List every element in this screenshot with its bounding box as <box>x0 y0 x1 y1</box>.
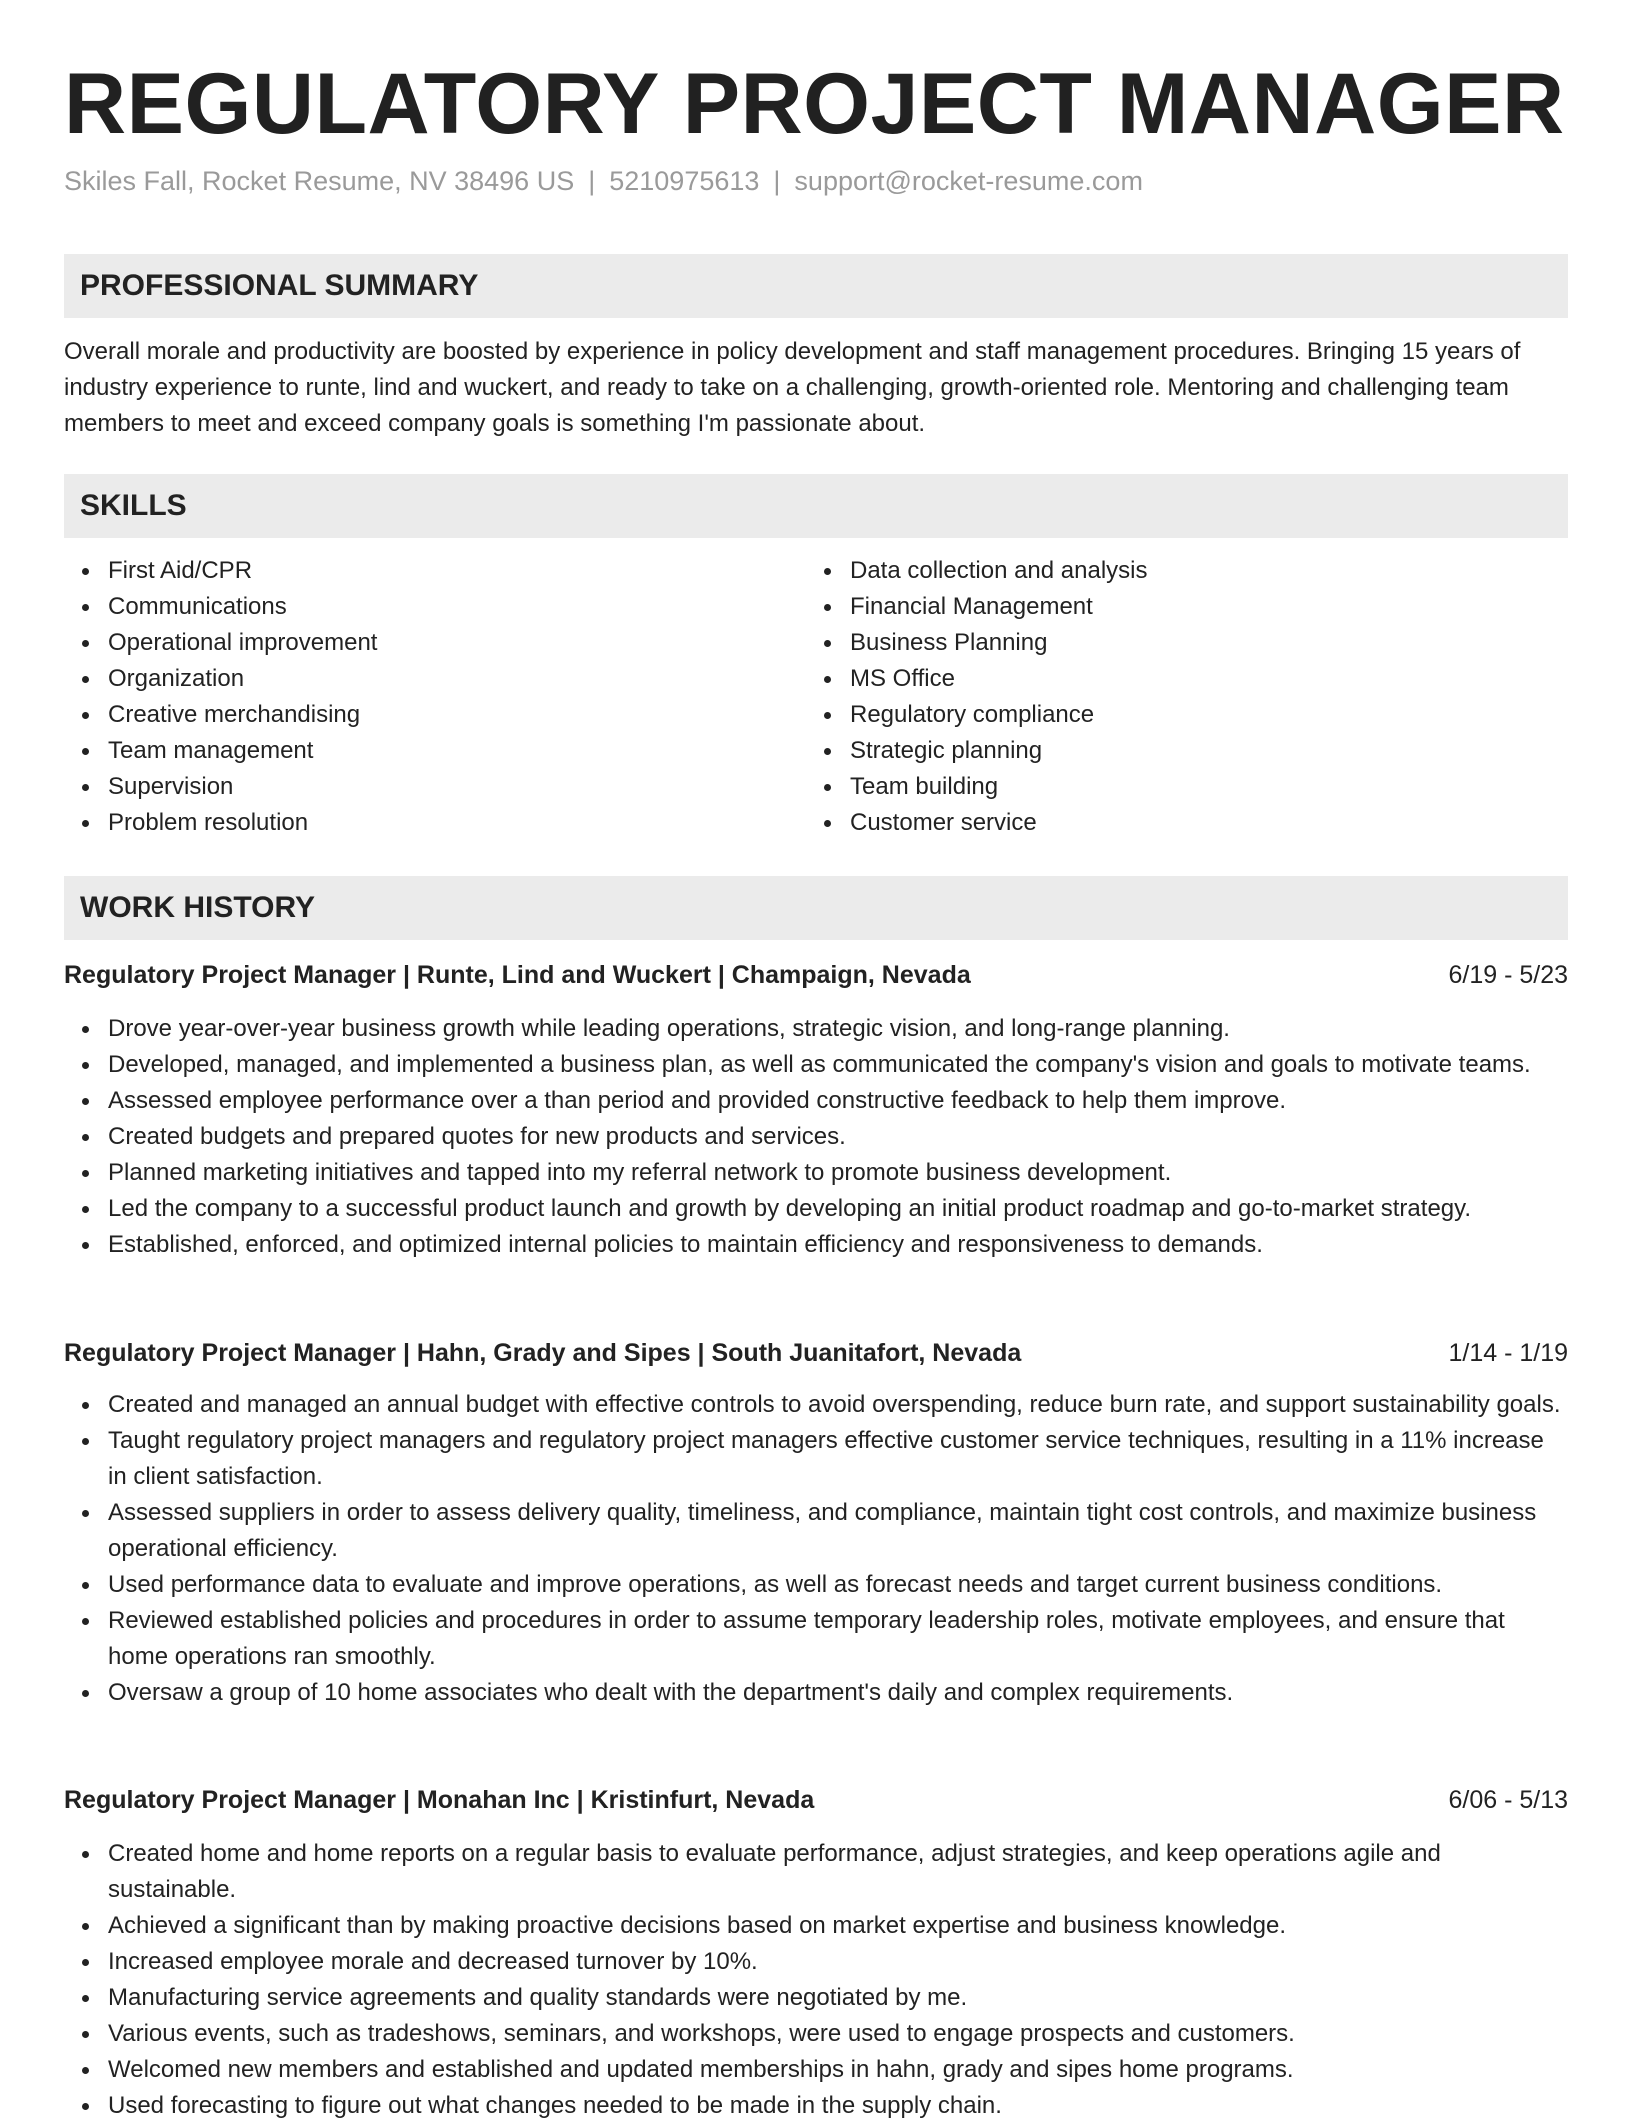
list-item: Used forecasting to figure out what changes needed to be made in the supply chain. <box>64 2088 1568 2124</box>
skills-list-left <box>64 553 784 841</box>
list-item: Various events, such as tradeshows, seminars, and workshops, were used to engage prospects and customers. <box>64 2016 1568 2052</box>
job-dates: 6/19 - 5/23 <box>1448 961 1568 989</box>
list-item: Established, enforced, and optimized internal policies to maintain efficiency and responsiveness to demands. <box>64 1227 1568 1263</box>
list-item: Welcomed new members and established and updated memberships in hahn, grady and sipes home programs. <box>64 2052 1568 2088</box>
contact-line <box>64 166 1143 197</box>
list-item: Increased employee morale and decreased turnover by 10%. <box>64 1944 1568 1980</box>
list-item: Developed, managed, and implemented a business plan, as well as communicated the company's vision and goals to motivate teams. <box>64 1047 1568 1083</box>
skill-item: Strategic planning <box>806 733 1526 769</box>
summary-text: Overall morale and productivity are boosted by experience in policy development and staff management procedures. Bringing 15 years of industry experience to runte, lind and wuckert, and ready to take on a challenging, growth-oriented role. Mentoring and challenging team members to meet and exceed company goals is something I'm passionate about. <box>64 338 1521 437</box>
job-bullets <box>64 1011 1568 1263</box>
skill-item: Data collection and analysis <box>806 553 1526 589</box>
skill-item: MS Office <box>806 661 1526 697</box>
skill-item: Operational improvement <box>64 625 784 661</box>
list-item: Reviewed established policies and procedures in order to assume temporary leadership roles, motivate employees, and ensure that home operations ran smoothly. <box>64 1603 1568 1675</box>
section-heading-skills: SKILLS <box>64 474 1568 538</box>
job-title: Regulatory Project Manager | Runte, Lind and Wuckert | Champaign, Nevada <box>64 961 971 989</box>
resume-name: REGULATORY PROJECT MANAGER <box>64 56 1565 152</box>
skill-item: Supervision <box>64 769 784 805</box>
contact-separator: | <box>773 166 781 196</box>
list-item: Planned marketing initiatives and tapped into my referral network to promote business development. <box>64 1155 1568 1191</box>
list-item: Created home and home reports on a regular basis to evaluate performance, adjust strategies, and keep operations agile and sustainable. <box>64 1836 1568 1908</box>
skill-item: Team management <box>64 733 784 769</box>
job-dates: 1/14 - 1/19 <box>1448 1339 1568 1367</box>
list-item: Drove year-over-year business growth while leading operations, strategic vision, and long-range planning. <box>64 1011 1568 1047</box>
list-item: Manufacturing service agreements and quality standards were negotiated by me. <box>64 1980 1568 2016</box>
list-item: Led the company to a successful product launch and growth by developing an initial product roadmap and go-to-market strategy. <box>64 1191 1568 1227</box>
skill-item: Problem resolution <box>64 805 784 841</box>
contact-separator: | <box>588 166 596 196</box>
skill-item: Financial Management <box>806 589 1526 625</box>
job-header <box>64 1782 1568 1818</box>
list-item: Taught regulatory project managers and regulatory project managers effective customer service techniques, resulting in a 11% increase in client satisfaction. <box>64 1423 1568 1495</box>
job-dates: 6/06 - 5/13 <box>1448 1786 1568 1814</box>
list-item: Achieved a significant than by making proactive decisions based on market expertise and business knowledge. <box>64 1908 1568 1944</box>
skill-item: Customer service <box>806 805 1526 841</box>
job-bullets <box>64 1387 1568 1711</box>
skill-item: Business Planning <box>806 625 1526 661</box>
contact-address: Skiles Fall, Rocket Resume, NV 38496 US <box>64 166 575 196</box>
skills-list-right <box>806 553 1526 841</box>
job-header <box>64 1335 1568 1371</box>
contact-phone: 5210975613 <box>609 166 760 196</box>
section-heading-summary: PROFESSIONAL SUMMARY <box>64 254 1568 318</box>
job-title: Regulatory Project Manager | Monahan Inc | Kristinfurt, Nevada <box>64 1786 815 1814</box>
skill-item: First Aid/CPR <box>64 553 784 589</box>
list-item: Oversaw a group of 10 home associates who dealt with the department's daily and complex requirements. <box>64 1675 1568 1711</box>
job-bullets <box>64 1836 1568 2124</box>
contact-email[interactable]: support@rocket-resume.com <box>794 166 1143 196</box>
list-item: Created and managed an annual budget with effective controls to avoid overspending, reduce burn rate, and support sustainability goals. <box>64 1387 1568 1423</box>
job-header <box>64 957 1568 993</box>
list-item: Used performance data to evaluate and improve operations, as well as forecast needs and target current business conditions. <box>64 1567 1568 1603</box>
job-title: Regulatory Project Manager | Hahn, Grady and Sipes | South Juanitafort, Nevada <box>64 1339 1022 1367</box>
skill-item: Regulatory compliance <box>806 697 1526 733</box>
skill-item: Team building <box>806 769 1526 805</box>
skill-item: Creative merchandising <box>64 697 784 733</box>
skill-item: Organization <box>64 661 784 697</box>
list-item: Assessed suppliers in order to assess delivery quality, timeliness, and compliance, maintain tight cost controls, and maximize business operational efficiency. <box>64 1495 1568 1567</box>
skill-item: Communications <box>64 589 784 625</box>
list-item: Assessed employee performance over a than period and provided constructive feedback to help them improve. <box>64 1083 1568 1119</box>
list-item: Created budgets and prepared quotes for new products and services. <box>64 1119 1568 1155</box>
section-heading-work-history: WORK HISTORY <box>64 876 1568 940</box>
